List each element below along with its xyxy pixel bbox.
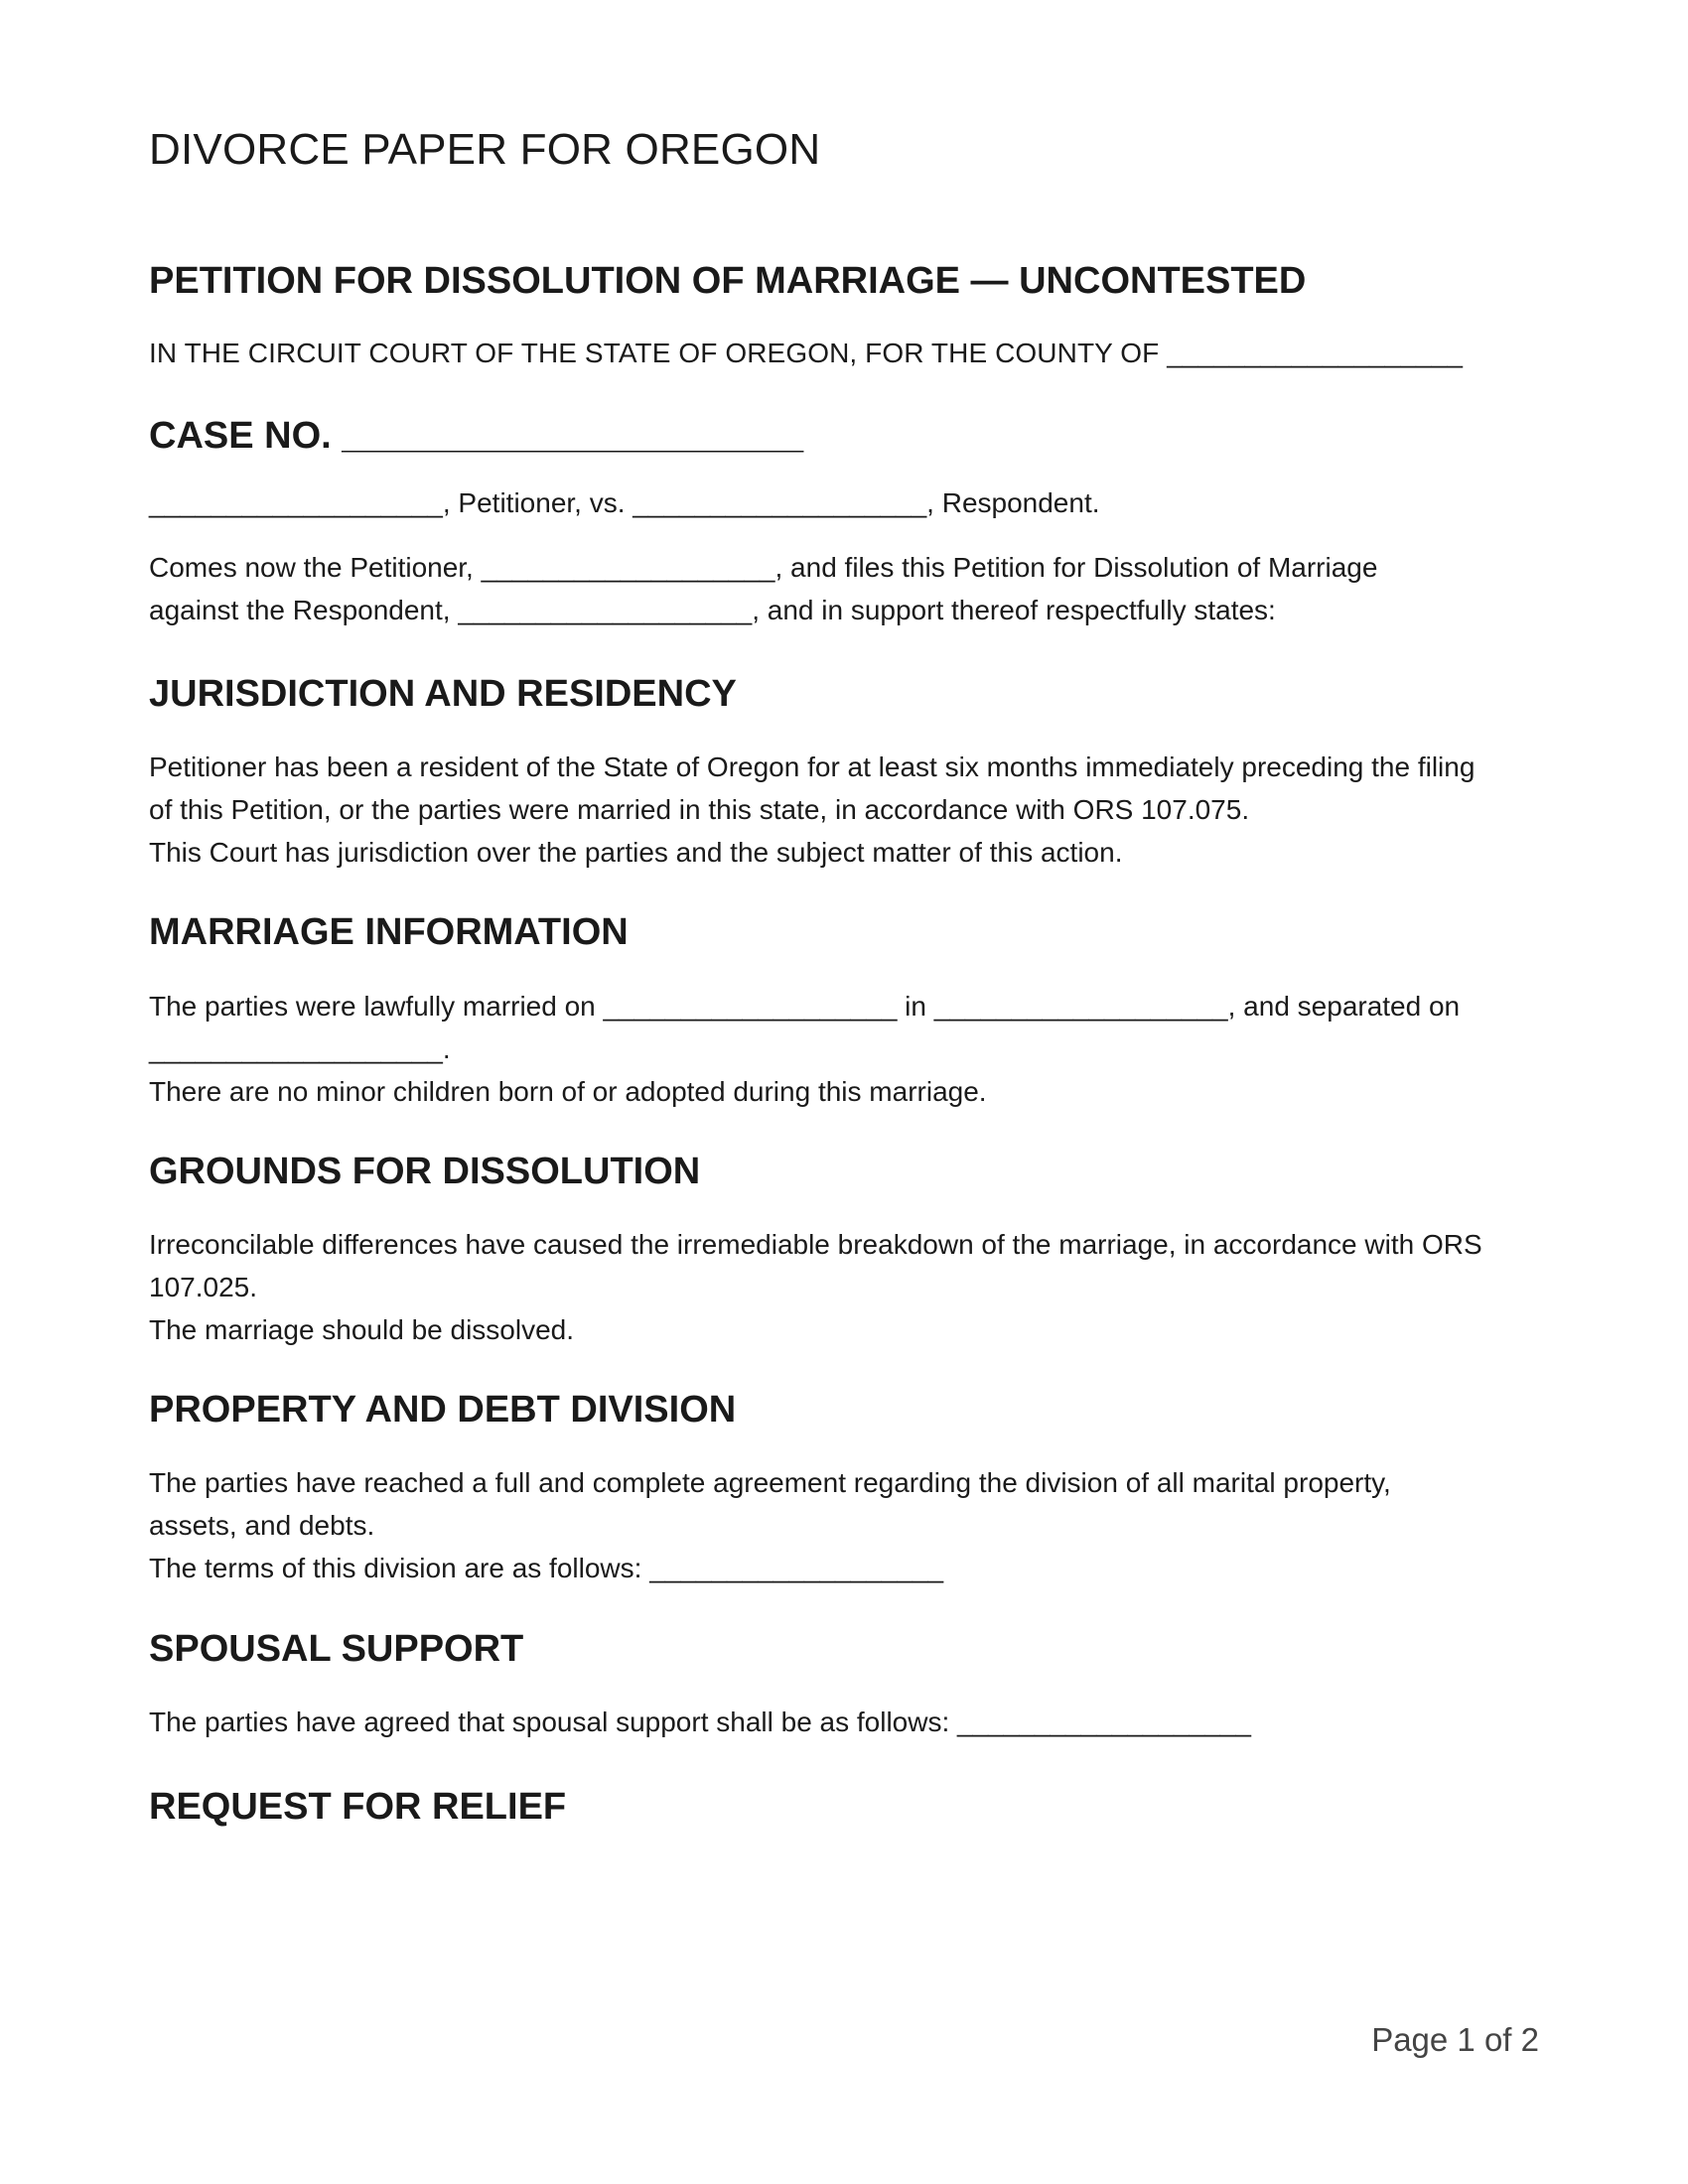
section-line: ___________________. <box>149 1033 451 1064</box>
intro-line-2: against the Respondent, ___________________, and in support thereof respectfully states: <box>149 595 1276 625</box>
form-heading: PETITION FOR DISSOLUTION OF MARRIAGE — UNCONTESTED <box>149 260 1307 302</box>
document-title: DIVORCE PAPER FOR OREGON <box>149 125 821 174</box>
section-line: Irreconcilable differences have caused the irremediable breakdown of the marriage, in accordance with ORS <box>149 1229 1482 1260</box>
section-heading-jurisdiction: JURISDICTION AND RESIDENCY <box>149 673 737 715</box>
section-heading-spousal-support: SPOUSAL SUPPORT <box>149 1628 524 1670</box>
section-heading-marriage-information: MARRIAGE INFORMATION <box>149 911 629 953</box>
section-line: The marriage should be dissolved. <box>149 1314 575 1345</box>
section-line: This Court has jurisdiction over the parties and the subject matter of this action. <box>149 837 1123 868</box>
intro-line-1: Comes now the Petitioner, ___________________, and files this Petition for Dissolution of Marriage <box>149 552 1378 583</box>
section-line: 107.025. <box>149 1272 257 1302</box>
section-line: There are no minor children born of or adopted during this marriage. <box>149 1076 987 1107</box>
section-line: The terms of this division are as follows: ___________________ <box>149 1553 944 1583</box>
section-line: of this Petition, or the parties were married in this state, in accordance with ORS 107.075. <box>149 794 1250 825</box>
section-line: The parties have agreed that spousal support shall be as follows: ___________________ <box>149 1706 1251 1737</box>
parties-line: ___________________, Petitioner, vs. ___________________, Respondent. <box>149 487 1100 518</box>
page-number: Page 1 of 2 <box>1371 2021 1539 2058</box>
section-heading-request-for-relief: REQUEST FOR RELIEF <box>149 1786 567 1828</box>
section-line: assets, and debts. <box>149 1510 375 1541</box>
section-heading-grounds: GROUNDS FOR DISSOLUTION <box>149 1151 701 1192</box>
section-line: Petitioner has been a resident of the State of Oregon for at least six months immediately preceding the filing <box>149 751 1476 782</box>
section-heading-property-debt: PROPERTY AND DEBT DIVISION <box>149 1389 737 1431</box>
case-number-heading: CASE NO. ______________________ <box>149 415 804 457</box>
section-line: The parties have reached a full and complete agreement regarding the division of all marital property, <box>149 1467 1391 1498</box>
court-line: IN THE CIRCUIT COURT OF THE STATE OF OREGON, FOR THE COUNTY OF ___________________ <box>149 338 1464 368</box>
section-line: The parties were lawfully married on ___________________ in ___________________, and separated on <box>149 991 1461 1022</box>
